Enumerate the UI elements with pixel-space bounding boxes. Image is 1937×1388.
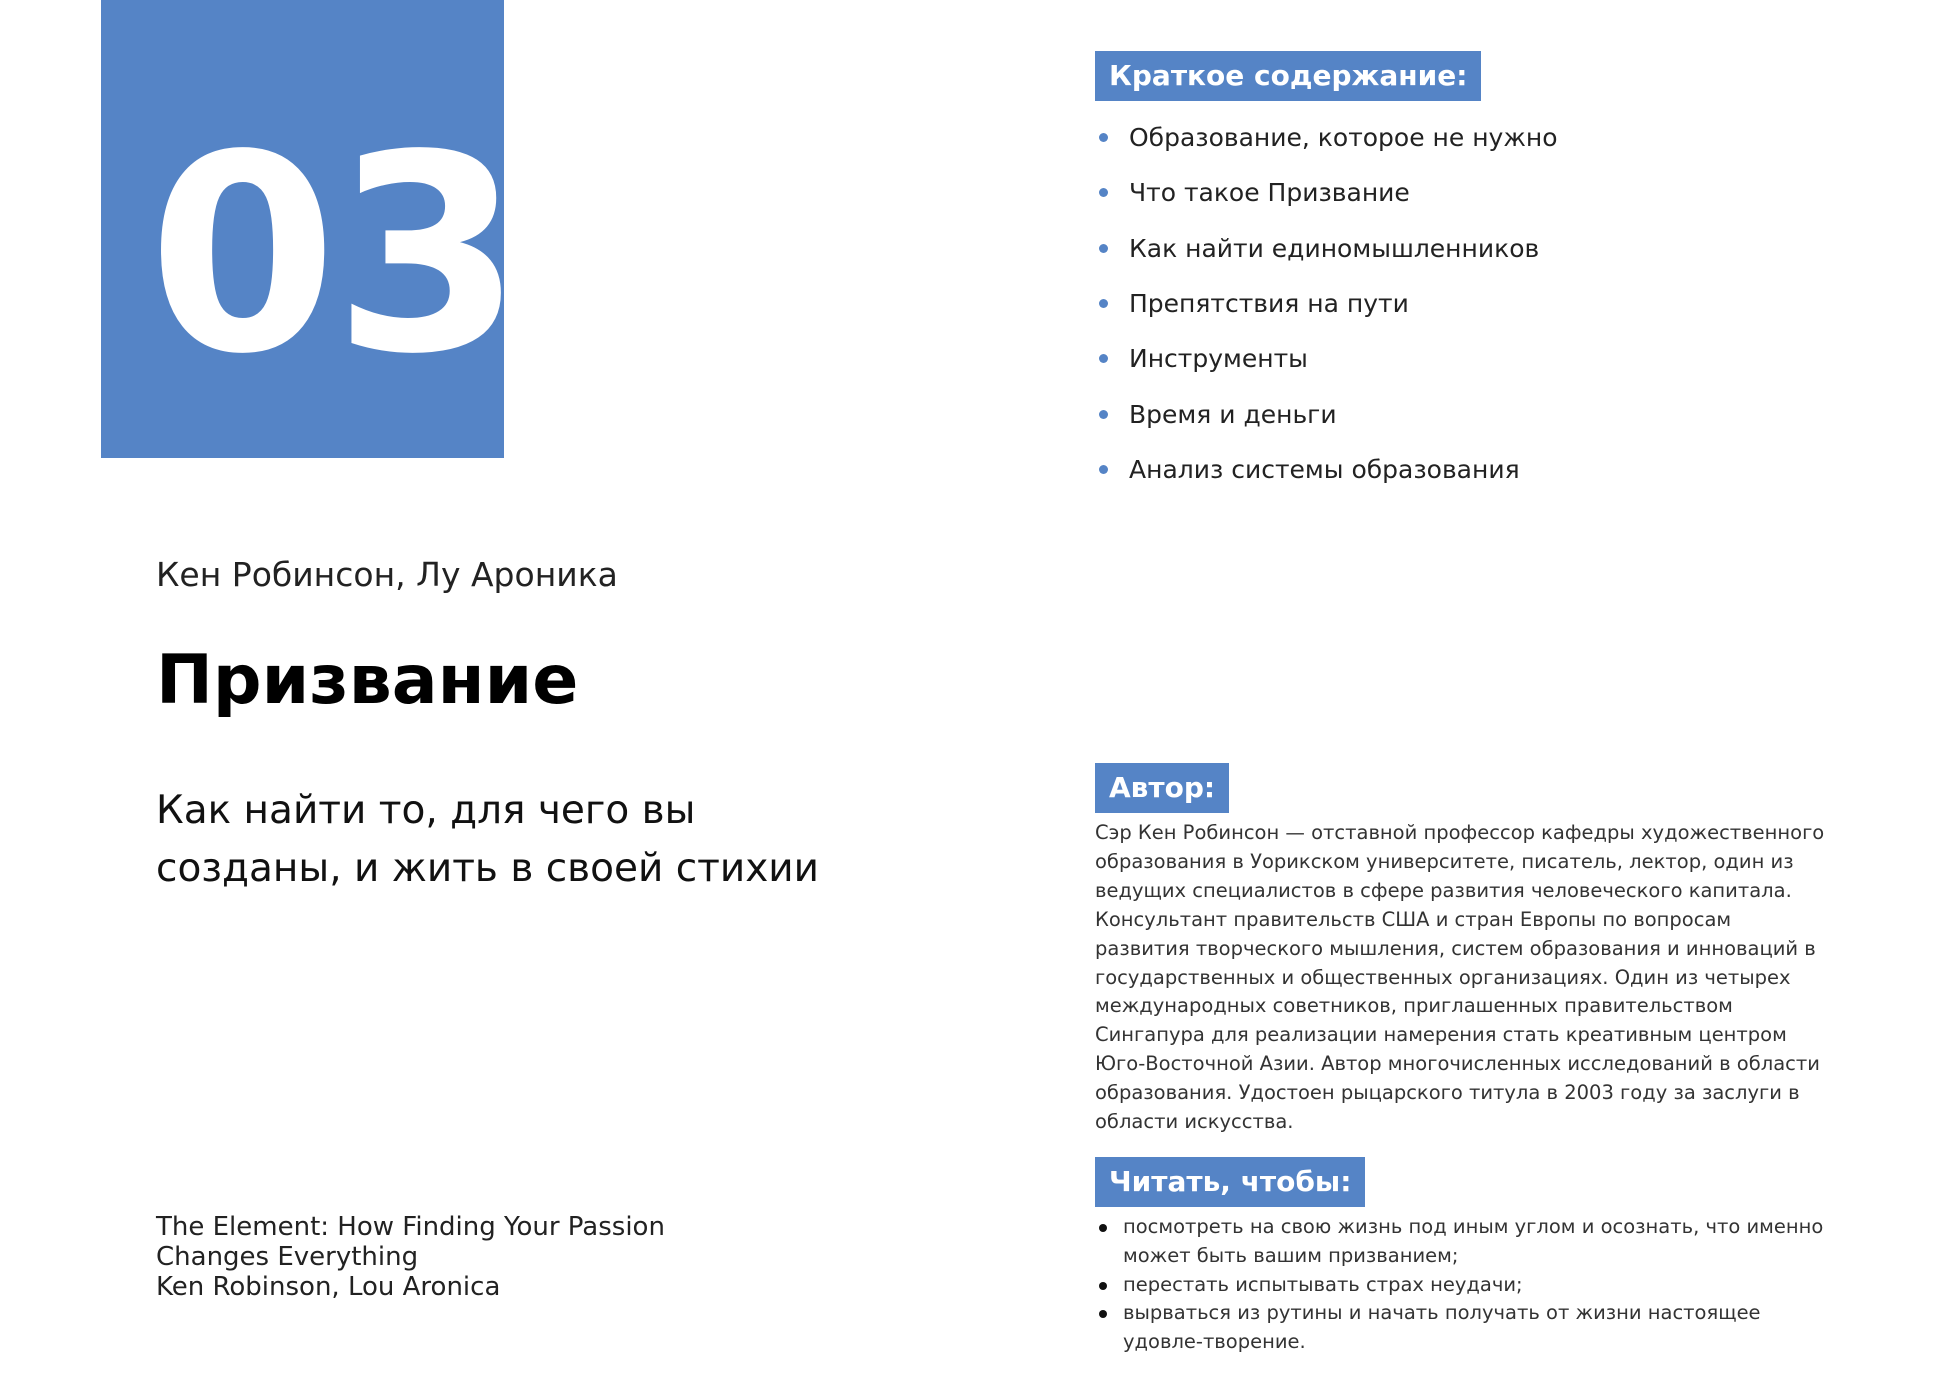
- summary-item: [1095, 165, 1558, 220]
- read-item-label: посмотреть на свою жизнь под иным углом и осознать, что именно может быть вашим призванием;: [1123, 1215, 1824, 1267]
- bullet-icon: [1099, 244, 1108, 253]
- original-authors: Ken Robinson, Lou Aronica: [156, 1272, 501, 1302]
- book-subtitle: Как найти то, для чего вы созданы, и жить в своей стихии: [156, 788, 819, 891]
- summary-item-label: Инструменты: [1129, 344, 1308, 374]
- summary-item-label: Анализ системы образования: [1129, 454, 1520, 484]
- book-title: Призвание: [156, 641, 579, 720]
- summary-list: [1095, 110, 1558, 497]
- summary-item-label: Что такое Призвание: [1129, 178, 1410, 208]
- bullet-icon: [1099, 465, 1108, 474]
- read-item: [1095, 1299, 1825, 1357]
- read-item: [1095, 1271, 1825, 1300]
- bullet-icon: [1099, 410, 1108, 419]
- bullet-icon: [1099, 1310, 1107, 1318]
- summary-item-label: Как найти единомышленников: [1129, 233, 1540, 263]
- bullet-icon: [1099, 299, 1108, 308]
- book-authors: Кен Робинсон, Лу Ароника: [156, 555, 618, 594]
- original-title-line: Changes Everything: [156, 1242, 419, 1272]
- summary-item: [1095, 221, 1558, 276]
- bullet-icon: [1099, 188, 1108, 197]
- summary-item: [1095, 442, 1558, 497]
- summary-heading: Краткое содержание:: [1095, 51, 1481, 101]
- summary-item: [1095, 386, 1558, 441]
- read-item: [1095, 1213, 1825, 1271]
- bullet-icon: [1099, 1224, 1107, 1232]
- summary-item-label: Время и деньги: [1129, 399, 1337, 429]
- bullet-icon: [1099, 354, 1108, 363]
- author-bio: Сэр Кен Робинсон — отставной профессор кафедры художественного образования в Уорикском университете, писатель, лектор, один из ведущих специалистов в сфере развития человеческого капитала. Консультант правительств США и стран Европы по вопросам развития творческого мышления, систем образования и инноваций в государственных и общественных организациях. Один из четырех международных советников, приглашенных правительством Сингапура для реализации намерения стать креативным центром Юго-Восточной Азии. Автор многочисленных исследований в области образования. Удостоен рыцарского титула в 2003 году за заслуги в области искусства.: [1095, 821, 1825, 1134]
- summary-item-label: Образование, которое не нужно: [1129, 123, 1558, 153]
- chapter-number: 03: [148, 98, 519, 414]
- read-heading: Читать, чтобы:: [1095, 1157, 1365, 1207]
- original-title-line: The Element: How Finding Your Passion: [156, 1212, 665, 1242]
- author-heading: Автор:: [1095, 763, 1229, 813]
- original-title-block: [156, 1212, 665, 1302]
- summary-item-label: Препятствия на пути: [1129, 289, 1409, 319]
- read-list: [1095, 1213, 1825, 1357]
- bullet-icon: [1099, 133, 1108, 142]
- read-item-label: перестать испытывать страх неудачи;: [1123, 1272, 1523, 1296]
- bullet-icon: [1099, 1282, 1107, 1290]
- summary-item: [1095, 331, 1558, 386]
- summary-item: [1095, 110, 1558, 165]
- summary-item: [1095, 276, 1558, 331]
- read-item-label: вырваться из рутины и начать получать от жизни настоящее удовле-творение.: [1123, 1301, 1761, 1354]
